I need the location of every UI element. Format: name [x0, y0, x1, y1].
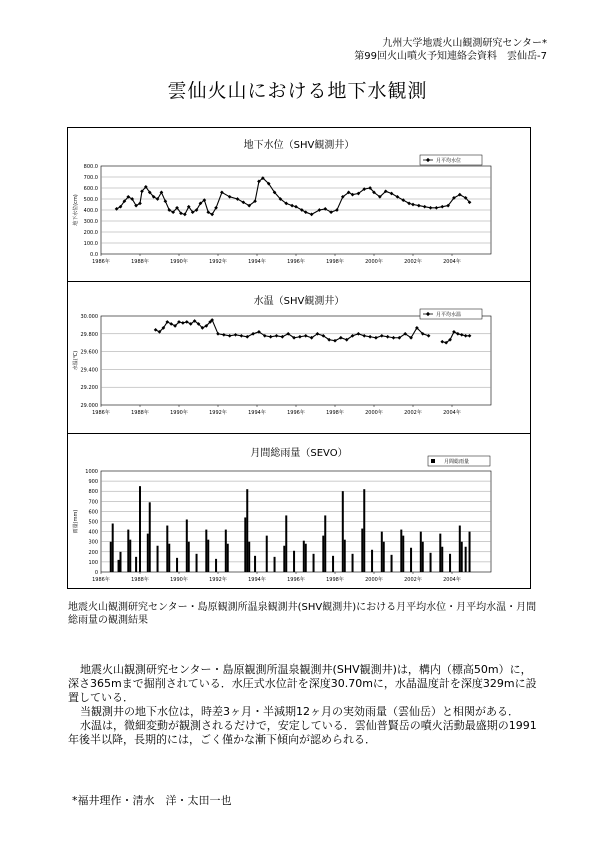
rain-bar	[196, 554, 198, 572]
rain-bar	[465, 547, 467, 572]
y-tick-label: 0	[94, 570, 98, 576]
x-tick-label: 1992年	[209, 410, 227, 416]
rain-bar	[293, 551, 295, 572]
rain-bar	[344, 540, 346, 572]
rain-bar	[129, 540, 131, 572]
rain-bar	[342, 491, 344, 572]
x-tick-label: 2002年	[404, 259, 422, 265]
legend-label: 月平均水温	[436, 312, 462, 318]
x-tick-label: 1986年	[92, 577, 110, 583]
x-tick-label: 1988年	[131, 577, 149, 583]
rain-bar	[254, 556, 256, 572]
x-tick-label: 1992年	[209, 259, 227, 265]
body-text	[68, 663, 538, 747]
rain-bar	[313, 554, 315, 572]
chart-frame	[67, 127, 531, 589]
y-tick-label: 29.000	[80, 403, 98, 409]
x-tick-label: 2000年	[365, 410, 383, 416]
rain-bar	[400, 530, 402, 572]
legend	[428, 456, 490, 466]
rain-bar	[430, 553, 432, 572]
rain-bar	[274, 557, 276, 572]
rain-bar	[461, 542, 463, 572]
rain-bar	[420, 532, 422, 572]
figure-caption: 地震火山観測研究センター・島原観測所温泉観測井(SHV観測井)における月平均水位・月平均水温・月間総雨量の観測結果	[68, 602, 537, 626]
rain-bar	[469, 532, 471, 572]
y-tick-label: 1000	[85, 469, 98, 475]
x-tick-label: 2004年	[443, 577, 461, 583]
author-line: *福井理作・清水 洋・太田一也	[72, 794, 232, 807]
header-affiliation: 九州大学地震火山観測研究センター*	[382, 38, 547, 49]
y-tick-label: 500	[88, 519, 98, 526]
y-tick-label: 300	[88, 539, 98, 546]
y-tick-label: 400	[88, 529, 98, 536]
y-axis-label: 地下水位(cm)	[73, 194, 79, 226]
rain-bar	[422, 542, 424, 572]
rain-bar	[361, 529, 363, 572]
body-paragraph: 当観測井の地下水位は，時差3ヶ月・半減期12ヶ月の実効雨量（雲仙岳）と相関がある．	[80, 705, 519, 718]
y-axis-label: 雨量(mm)	[73, 509, 79, 534]
rain-bar	[324, 515, 326, 572]
x-tick-label: 1992年	[209, 577, 227, 583]
x-tick-label: 1998年	[326, 577, 344, 583]
x-tick-label: 1998年	[326, 259, 344, 265]
rain-bar	[352, 554, 354, 572]
rain-bar	[303, 541, 305, 572]
x-tick-label: 2004年	[443, 259, 461, 265]
chart-title: 月間総雨量（SEVO）	[250, 448, 348, 459]
x-tick-label: 1990年	[170, 410, 188, 416]
x-tick-label: 2002年	[404, 410, 422, 416]
rain-bar	[439, 534, 441, 572]
y-tick-label: 30.000	[80, 314, 98, 320]
legend	[420, 155, 482, 165]
x-tick-label: 1990年	[170, 577, 188, 583]
rain-bar	[207, 540, 209, 572]
plot-area	[101, 316, 491, 405]
rain-bar	[285, 515, 287, 572]
x-tick-label: 1988年	[131, 259, 149, 265]
rain-bar	[118, 560, 120, 572]
x-tick-label: 1990年	[170, 259, 188, 265]
rain-bar	[168, 544, 170, 572]
x-tick-label: 1996年	[287, 577, 305, 583]
y-tick-label: 400.0	[83, 208, 98, 214]
rain-bar	[371, 550, 373, 572]
y-tick-label: 900	[88, 479, 98, 486]
x-tick-label: 2000年	[365, 259, 383, 265]
rain-bar	[157, 546, 159, 572]
rain-bar	[186, 519, 188, 572]
x-tick-label: 1994年	[248, 577, 266, 583]
rain-bar	[402, 536, 404, 572]
chart-title: 地下水位（SHV観測井）	[243, 140, 355, 151]
x-tick-label: 1994年	[248, 410, 266, 416]
rain-bar	[266, 536, 268, 572]
rain-bar	[283, 546, 285, 572]
rain-bar	[244, 517, 246, 572]
rain-bar	[166, 526, 168, 572]
rain-bar	[215, 559, 217, 572]
rain-bar	[135, 557, 137, 572]
y-tick-label: 29.800	[80, 331, 98, 338]
rain-bar	[391, 555, 393, 572]
rain-bar	[410, 548, 412, 572]
rain-bar	[147, 534, 149, 572]
y-tick-label: 0.0	[90, 252, 98, 258]
y-tick-label: 29.600	[80, 349, 98, 356]
body-paragraph: 地震火山観測研究センター・島原観測所温泉観測井(SHV観測井)は，構内（標高50m）に，深さ365mまで掘削されている．水圧式水位計を深度30.70mに，水晶温度計を深度329mに設置している．	[68, 663, 537, 704]
y-tick-label: 100.0	[83, 241, 98, 247]
x-tick-label: 1986年	[92, 259, 110, 265]
y-tick-label: 100	[88, 559, 98, 566]
header-meeting: 第99回火山噴火予知連絡会資料 雲仙岳-7	[354, 51, 547, 62]
rain-bar	[305, 544, 307, 572]
y-tick-label: 29.200	[80, 385, 98, 392]
legend-label: 月平均水位	[436, 158, 462, 164]
y-tick-label: 200.0	[83, 230, 98, 236]
rain-bar	[127, 530, 129, 572]
panel-divider	[68, 281, 530, 282]
rain-bar	[176, 558, 178, 572]
rain-bar	[449, 554, 451, 572]
chart-title: 水温（SHV観測井）	[253, 296, 345, 307]
y-tick-label: 200	[88, 549, 98, 556]
rain-bar	[227, 544, 229, 572]
y-tick-label: 29.400	[80, 367, 98, 374]
rain-bar	[120, 552, 122, 572]
x-tick-label: 1998年	[326, 410, 344, 416]
y-tick-label: 300.0	[83, 219, 98, 225]
x-tick-label: 2004年	[443, 410, 461, 416]
rain-bar	[110, 542, 112, 572]
x-tick-label: 2002年	[404, 577, 422, 583]
rain-bar	[205, 530, 207, 572]
rain-bar	[139, 486, 141, 572]
y-tick-label: 800	[88, 489, 98, 496]
panel-divider	[68, 433, 530, 434]
y-tick-label: 600	[88, 509, 98, 516]
y-tick-label: 800.0	[83, 164, 98, 170]
rain-bar	[381, 532, 383, 572]
rain-bar	[149, 502, 151, 572]
page-title: 雲仙火山における地下水観測	[167, 80, 428, 102]
y-tick-label: 700.0	[83, 175, 98, 181]
y-tick-label: 700	[88, 499, 98, 506]
rain-bar	[322, 536, 324, 572]
rain-bar	[246, 489, 248, 572]
rain-bar	[383, 542, 385, 572]
rain-bar	[332, 556, 334, 572]
rain-bar	[112, 524, 114, 572]
y-tick-label: 500.0	[83, 197, 98, 203]
y-axis-label: 水温(℃)	[73, 350, 79, 371]
y-tick-label: 600.0	[83, 186, 98, 192]
rain-bar	[459, 526, 461, 572]
legend	[420, 309, 482, 319]
rain-bar	[248, 542, 250, 572]
x-tick-label: 2000年	[365, 577, 383, 583]
x-tick-label: 1988年	[131, 410, 149, 416]
rain-bar	[363, 489, 365, 572]
x-tick-label: 1996年	[287, 410, 305, 416]
charts-svg	[68, 128, 530, 588]
legend-swatch	[431, 459, 435, 463]
rain-bar	[225, 530, 227, 572]
x-tick-label: 1986年	[92, 410, 110, 416]
body-paragraph: 水温は，微細変動が観測されるだけで，安定している．雲仙普賢岳の噴火活動最盛期の1991年後半以降，長期的には，ごく僅かな漸下傾向が認められる．	[68, 719, 537, 746]
rain-bar	[441, 547, 443, 572]
rain-bar	[188, 542, 190, 572]
legend-label: 月間総雨量	[444, 459, 470, 465]
x-tick-label: 1994年	[248, 259, 266, 265]
x-tick-label: 1996年	[287, 259, 305, 265]
